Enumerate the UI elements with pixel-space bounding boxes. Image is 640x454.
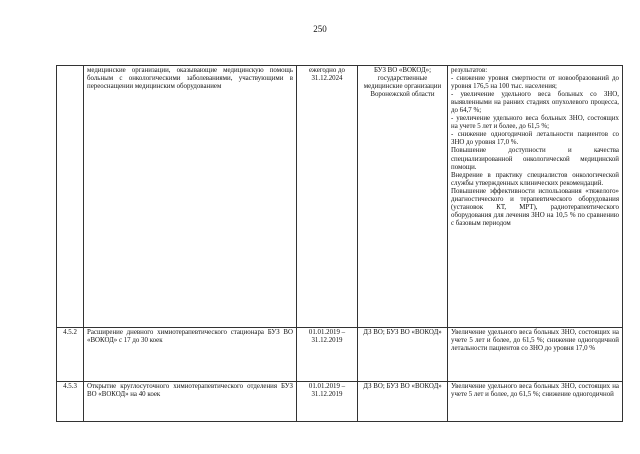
result-line: Увеличение удельного веса больных ЗНО, состоящих на учете 5 лет и более, до 61,5 %; снижение одногодичной bbox=[451, 383, 619, 399]
measure-cell: Расширение дневного химиотерапевтического стационара БУЗ ВО «ВОКОД» с 17 до 30 коек bbox=[84, 328, 297, 382]
period-cell: 01.01.2019 – 31.12.2019 bbox=[297, 382, 358, 422]
result-line: Повышение эффективности использования «тяжелого» диагностического и терапевтического оборудования (установок КТ, МРТ), радиотерапевтического оборудования для лечения ЗНО на 10,5 % по сравнению с базовым периодом bbox=[451, 187, 619, 227]
executor-cell: ДЗ ВО; БУЗ ВО «ВОКОД» bbox=[358, 328, 448, 382]
measure-cell: Открытие круглосуточного химиотерапевтического отделения БУЗ ВО «ВОКОД» на 40 коек bbox=[84, 382, 297, 422]
result-cell bbox=[448, 66, 623, 328]
result-cell bbox=[448, 382, 623, 422]
result-line: - увеличение удельного веса больных со ЗНО, выявленными на ранних стадиях опухолевого процесса, до 64,7 %; bbox=[451, 91, 619, 115]
row-number bbox=[57, 66, 84, 328]
measures-table bbox=[56, 65, 623, 422]
table-row bbox=[57, 382, 623, 422]
measure-cell: медицинские организации, оказывающие медицинскую помощь больным с онкологическими заболеваниями, участвующими в переоснащении медицинским оборудованием bbox=[84, 66, 297, 328]
table-row bbox=[57, 66, 623, 328]
result-line: Повышение доступности и качества специализированной онкологической медицинской помощи. bbox=[451, 147, 619, 171]
table-row bbox=[57, 328, 623, 382]
row-number: 4.5.3 bbox=[57, 382, 84, 422]
result-line: Увеличение удельного веса больных ЗНО, состоящих на учете 5 лет и более, до 61,5 %; снижение одногодичной летальности пациентов со ЗНО до уровня 17,0 % bbox=[451, 329, 619, 353]
page-number: 250 bbox=[313, 24, 327, 34]
result-line: - увеличение удельного веса больных ЗНО, состоящих на учете 5 лет и более, до 61,5 %; bbox=[451, 115, 619, 131]
row-number: 4.5.2 bbox=[57, 328, 84, 382]
result-line: - снижение одногодичной летальности пациентов со ЗНО до уровня 17,0 %. bbox=[451, 131, 619, 147]
result-line: Внедрение в практику специалистов онкологической службы утвержденных клинических рекомендаций. bbox=[451, 171, 619, 187]
result-line: результатов: bbox=[451, 67, 488, 74]
period-cell: 01.01.2019 – 31.12.2019 bbox=[297, 328, 358, 382]
result-cell bbox=[448, 328, 623, 382]
executor-cell: ДЗ ВО; БУЗ ВО «ВОКОД» bbox=[358, 382, 448, 422]
result-line: - снижение уровня смертности от новообразований до уровня 176,5 на 100 тыс. населения; bbox=[451, 75, 619, 91]
executor-cell: БУЗ ВО «ВОКОД»; государственные медицинские организации Воронежской области bbox=[358, 66, 448, 328]
period-cell: ежегодно до 31.12.2024 bbox=[297, 66, 358, 328]
